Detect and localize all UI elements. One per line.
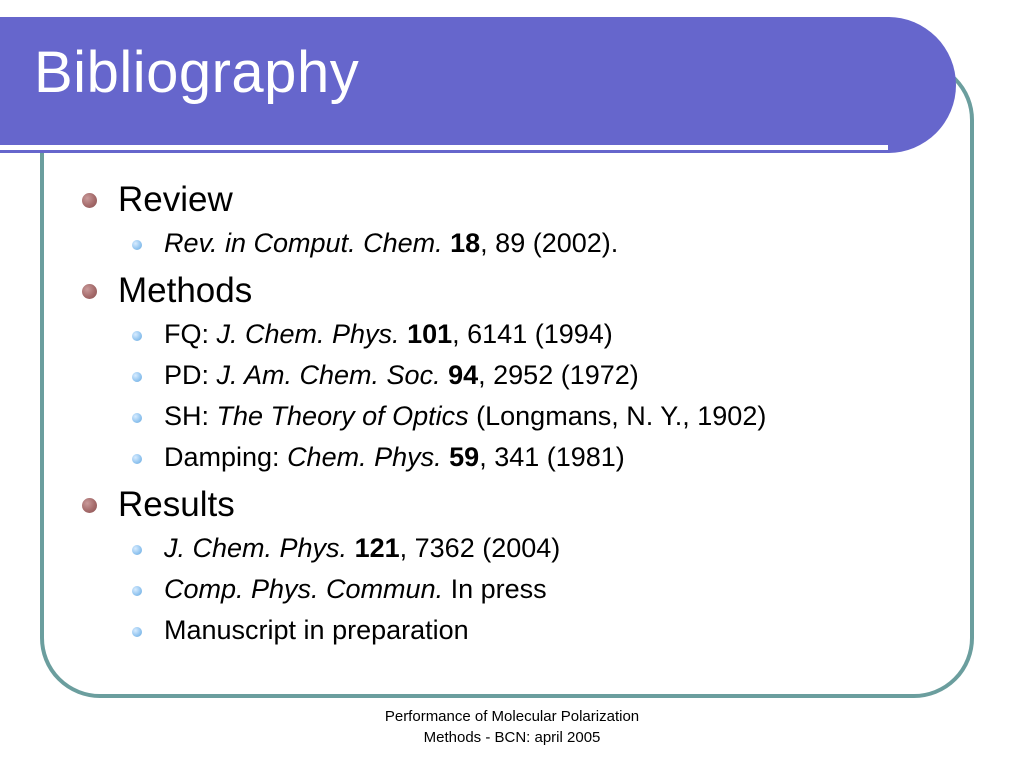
reference-journal: J. Am. Chem. Soc.: [216, 360, 441, 390]
slide-footer: [312, 706, 712, 748]
reference-list: [80, 223, 960, 264]
reference-journal: J. Chem. Phys.: [216, 319, 400, 349]
reference-item: [80, 396, 960, 437]
sub-bullet-icon: [132, 331, 142, 341]
reference-journal: Rev. in Comput. Chem.: [164, 228, 443, 258]
sub-bullet-icon: [132, 454, 142, 464]
reference-journal: J. Chem. Phys.: [164, 533, 348, 563]
title-underline: [0, 145, 888, 150]
reference-details: , 6141 (1994): [452, 319, 613, 349]
reference-volume: 59: [449, 442, 480, 472]
section-methods: [80, 268, 960, 478]
bullet-icon: [82, 498, 97, 513]
section-heading-label: Results: [118, 485, 235, 524]
page-title: Bibliography: [34, 40, 360, 105]
section-review: [80, 177, 960, 264]
section-heading: [80, 268, 960, 314]
reference-list: [80, 528, 960, 651]
section-heading-label: Review: [118, 180, 233, 219]
sub-bullet-icon: [132, 372, 142, 382]
section-heading: [80, 482, 960, 528]
reference-item: [80, 355, 960, 396]
reference-details: Manuscript in preparation: [164, 615, 469, 645]
reference-item: [80, 610, 960, 651]
bullet-icon: [82, 284, 97, 299]
reference-item: [80, 437, 960, 478]
reference-item: [80, 528, 960, 569]
section-heading-label: Methods: [118, 271, 253, 310]
reference-list: [80, 314, 960, 478]
reference-details: (Longmans, N. Y., 1902): [476, 401, 767, 431]
reference-label: FQ:: [164, 319, 217, 349]
bibliography-list: [80, 177, 960, 655]
section-results: [80, 482, 960, 651]
reference-details: , 7362 (2004): [399, 533, 561, 563]
reference-label: SH:: [164, 401, 217, 431]
reference-journal: The Theory of Optics: [216, 401, 469, 431]
reference-details: In press: [450, 574, 547, 604]
reference-item: [80, 223, 960, 264]
reference-details: , 2952 (1972): [478, 360, 639, 390]
reference-volume: 121: [354, 533, 400, 563]
sub-bullet-icon: [132, 240, 142, 250]
sub-bullet-icon: [132, 586, 142, 596]
reference-item: [80, 569, 960, 610]
footer-line-1: Performance of Molecular Polarization: [384, 708, 640, 725]
reference-details: , 89 (2002).: [480, 228, 619, 258]
reference-item: [80, 314, 960, 355]
sub-bullet-icon: [132, 627, 142, 637]
reference-journal: Comp. Phys. Commun.: [164, 574, 444, 604]
sub-bullet-icon: [132, 413, 142, 423]
section-heading: [80, 177, 960, 223]
footer-line-2: Methods - BCN: april 2005: [423, 729, 601, 746]
reference-volume: 94: [448, 360, 479, 390]
reference-label: PD:: [164, 360, 217, 390]
reference-journal: Chem. Phys.: [287, 442, 442, 472]
bullet-icon: [82, 193, 97, 208]
reference-volume: 101: [407, 319, 453, 349]
sub-bullet-icon: [132, 545, 142, 555]
reference-volume: 18: [450, 228, 481, 258]
reference-label: Damping:: [164, 442, 288, 472]
reference-details: , 341 (1981): [479, 442, 625, 472]
